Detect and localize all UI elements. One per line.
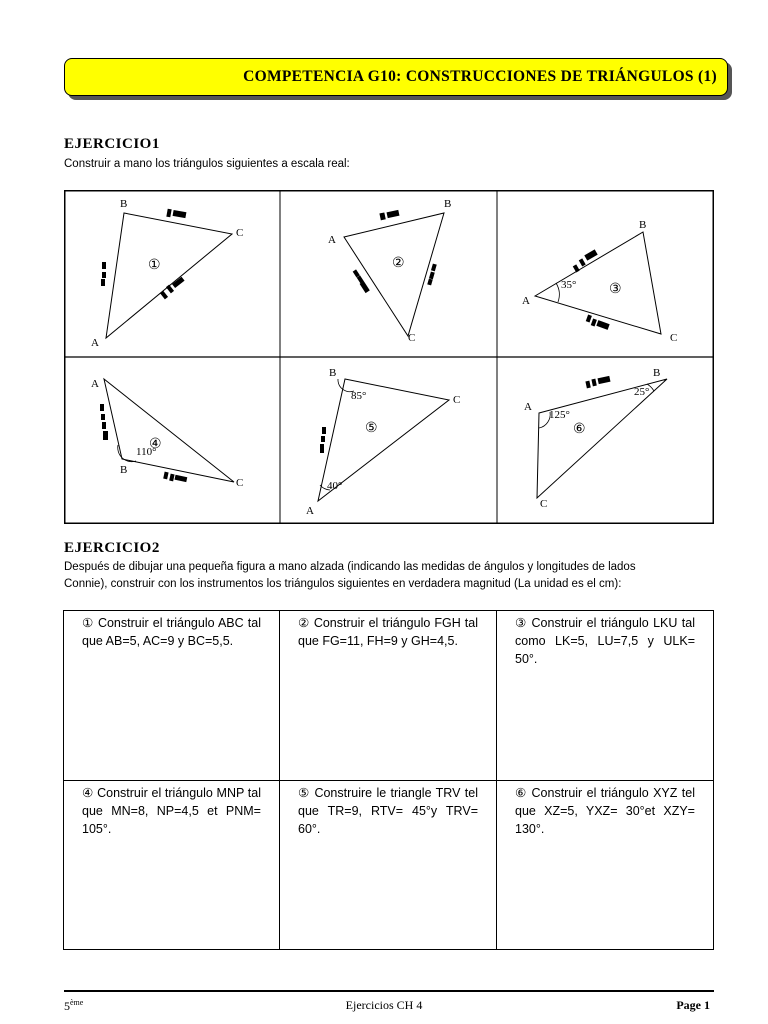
svg-text:A: A [91,378,99,390]
task-cell-1 [64,612,279,650]
task-number-2: ② [298,616,310,630]
svg-text:④: ④ [149,437,162,452]
task-number-5: ⑤ [298,786,311,800]
svg-text:B: B [329,367,337,379]
exercise2-instruction-line1: Después de dibujar una pequeña figura a mano alzada (indicando las medidas de ángulos y longitudes de lados [64,561,636,573]
task-number-1: ① [82,616,94,630]
svg-text:C: C [236,227,244,239]
angle-label-25: 25° [634,386,650,398]
triangle-1 [91,198,243,349]
task-cell-5 [280,782,496,838]
svg-text:②: ② [392,256,405,271]
task-text-2: Construir el triángulo FGH tal que FG=11, FH=9 y GH=4,5. [298,616,478,648]
svg-text:A: A [306,505,314,517]
angle-label-35: 35° [561,279,577,291]
task-number-4: ④ [82,786,94,800]
svg-text:B: B [120,464,128,476]
svg-text:B: B [653,367,661,379]
task-cell-3 [497,612,713,668]
task-text-3: Construir el triángulo LKU tal como LK=5, LU=7,5 y ULK= 50°. [515,616,695,666]
svg-text:A: A [328,234,336,246]
svg-text:C: C [236,477,244,489]
svg-text:C: C [670,332,678,344]
exercise1-instruction: Construir a mano los triángulos siguientes a escala real: [64,158,350,170]
triangle-5 [306,367,460,517]
task-text-4: Construir el triángulo MNP tal que MN=8, NP=4,5 et PNM= 105°. [82,786,261,836]
footer-center: Ejercicios CH 4 [345,998,423,1012]
svg-text:①: ① [148,258,161,273]
svg-text:C: C [540,498,548,510]
task-cell-2 [280,612,496,650]
svg-text:C: C [408,332,416,344]
svg-text:A: A [522,295,530,307]
triangle-6 [524,367,667,510]
task-number-6: ⑥ [515,786,528,800]
svg-text:B: B [639,219,647,231]
footer-level-sup: ème [70,998,84,1007]
angle-label-85: 85° [351,390,367,402]
footer-page: Page 1 [676,998,710,1012]
svg-text:⑥: ⑥ [573,422,586,437]
triangle-2 [328,198,451,344]
task-cell-4 [64,782,279,838]
exercise1-title: EJERCICIO1 [64,136,160,152]
task-text-5: Construire le triangle TRV tel que TR=9, RTV= 45°y TRV= 60°. [298,786,478,836]
exercise2-instruction-line2: Connie), construir con los instrumentos los triángulos siguientes en verdadera magnitud (La unidad es el cm): [64,578,622,590]
svg-text:B: B [120,198,128,210]
angle-label-40: 40° [327,480,343,492]
footer-level-number: 5 [64,999,70,1013]
angle-label-110: 110° [136,446,157,458]
footer-divider [64,990,714,992]
svg-text:C: C [453,394,461,406]
triangle-3 [522,219,677,344]
title-banner [64,58,728,96]
task-text-6: Construir el triángulo XYZ tel que XZ=5, YXZ= 30°et XZY= 130°. [515,786,695,836]
exercise2-title: EJERCICIO2 [64,540,160,556]
task-cell-6 [497,782,713,838]
svg-text:⑤: ⑤ [365,421,378,436]
exercise1-figures-grid [64,190,714,524]
svg-text:A: A [91,337,99,349]
angle-label-125: 125° [549,409,570,421]
task-text-1: Construir el triángulo ABC tal que AB=5, AC=9 y BC=5,5. [82,616,261,648]
task-number-3: ③ [515,616,528,630]
triangle-4 [91,378,243,489]
svg-text:A: A [524,401,532,413]
page-title: COMPETENCIA G10: CONSTRUCCIONES DE TRIÁNGULOS (1) [243,68,717,85]
svg-text:③: ③ [609,282,622,297]
svg-text:B: B [444,198,452,210]
